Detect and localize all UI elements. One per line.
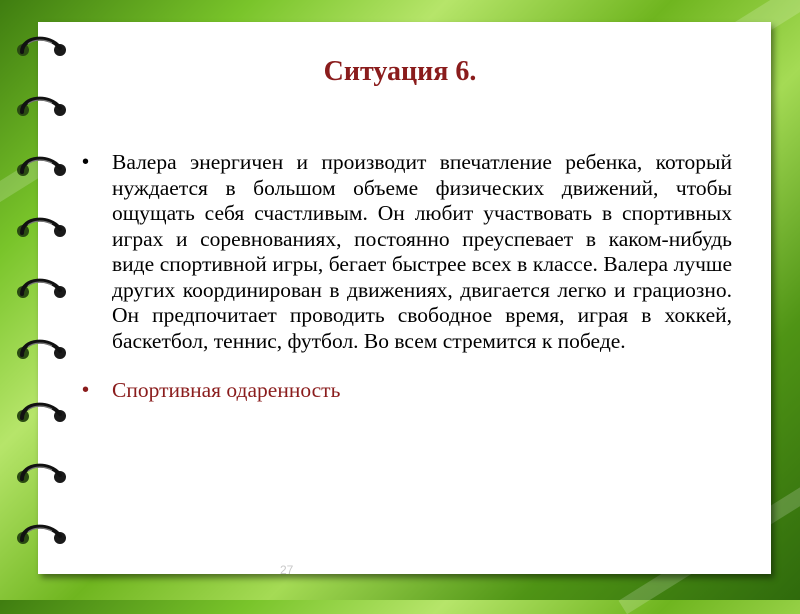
page-number: 27 <box>280 563 294 577</box>
notebook-ring-icon <box>10 274 72 304</box>
description-paragraph: Валера энергичен и производит впечатление ребенка, который нуждается в большом объеме физических движений, чтобы ощущать себя счастливым. Он любит участвовать в спортивных играх и соревнованиях, постоянно преуспевает в каком-нибудь виде спортивной игры, бегает быстрее всех в классе. Валера лучше других координирован в движениях, двигается легко и грациозно. Он предпочитает проводить свободное время, играя в хоккей, баскетбол, теннис, футбол. Во всем стремится к победе. <box>112 150 732 353</box>
bullet-list <box>82 150 732 404</box>
notebook-ring-icon <box>10 92 72 122</box>
notebook-ring-icon <box>10 335 72 365</box>
notebook-ring-icon <box>10 459 72 489</box>
bullet-marker: • <box>82 151 90 173</box>
notebook-ring-icon <box>10 213 72 243</box>
notebook-ring-icon <box>10 152 72 182</box>
bullet-marker: • <box>82 379 90 401</box>
notebook-ring-icon <box>10 398 72 428</box>
slide-title: Ситуация 6. <box>323 56 477 87</box>
list-item-description <box>82 150 732 354</box>
list-item-answer <box>82 378 732 404</box>
notebook-ring-icon <box>10 520 72 550</box>
answer-text: Спортивная одаренность <box>112 378 341 402</box>
